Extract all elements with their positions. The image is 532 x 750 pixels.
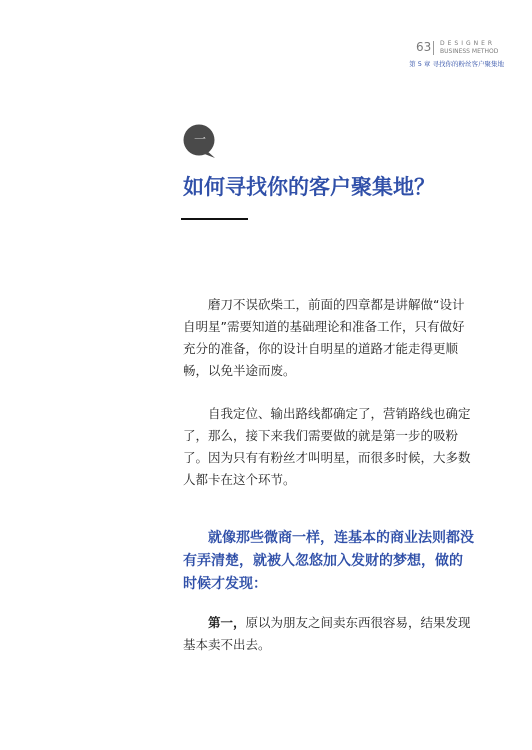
highlight-quote (183, 527, 475, 596)
paragraph-2-text: 自我定位、输出路线都确定了，营销路线也确定了，那么，接下来我们需要做的就是第一步的吸粉了。因为只有有粉丝才叫明星，而很多时候，大多数人都卡在这个环节。 (183, 406, 471, 487)
header-brand-designer: DESIGNER (440, 40, 496, 47)
highlight-text: 就像那些微商一样，连基本的商业法则都没有弄清楚，就被人忽悠加入发财的梦想，做的时候才发现： (183, 530, 474, 592)
paragraph-1 (183, 294, 471, 382)
header-brand-method: BUSINESS METHOD (440, 48, 499, 55)
header-divider (433, 41, 434, 55)
section-title: 如何寻找你的客户聚集地？ (183, 175, 435, 199)
point-1-label: 第一， (208, 615, 246, 630)
title-underline (181, 218, 248, 220)
point-1-text: 原以为朋友之间卖东西很容易，结果发现基本卖不出去。 (183, 615, 471, 652)
section-badge-number: 一 (193, 132, 206, 146)
chapter-title: 第 5 章 寻找你的粉丝客户聚集地 (409, 60, 504, 68)
page-number: 63 (416, 40, 432, 54)
paragraph-1-text: 磨刀不误砍柴工，前面的四章都是讲解做“设计自明星”需要知道的基础理论和准备工作，只有做好充分的准备，你的设计自明星的道路才能走得更顺畅，以免半途而废。 (183, 297, 465, 378)
point-1 (183, 612, 471, 656)
paragraph-2 (183, 403, 471, 491)
